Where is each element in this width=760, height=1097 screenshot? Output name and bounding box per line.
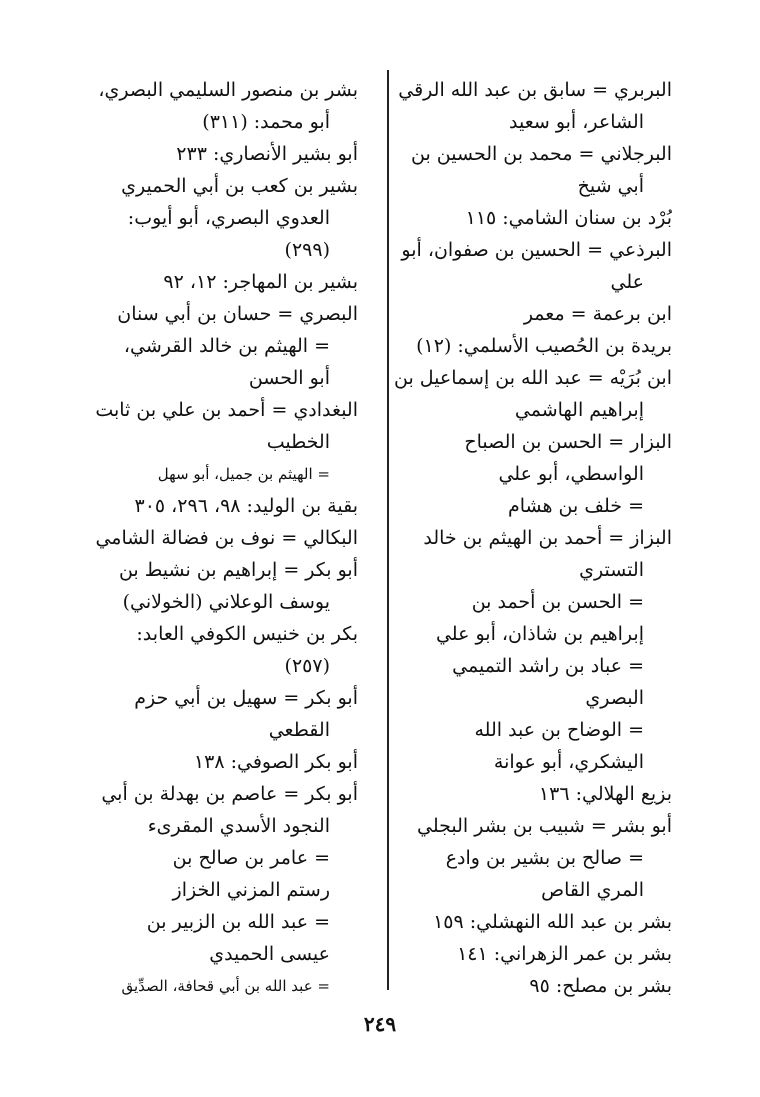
index-entry-line: = عبد الله بن الزبير بن [146,911,330,933]
index-entry-line: يوسف الوعلاني (الخولاني) [122,591,330,613]
index-entry-line: بُرْد بن سنان الشامي: ١١٥ [465,207,672,229]
index-entry-line: بشير بن المهاجر: ١٢، ٩٢ [163,271,358,293]
index-entry-line: أبو بكر = إبراهيم بن نشيط بن [118,559,358,581]
index-entry-line: البصري [585,687,644,709]
index-entry-line: = عامر بن صالح بن [172,847,330,869]
index-entry-line: (٢٥٧) [284,655,330,677]
index-entry-line: = الوضاح بن عبد الله [474,719,644,741]
index-entry-line: البصري = حسان بن أبي سنان [117,303,358,325]
index-entry-line: بكر بن خنيس الكوفي العابد: [136,623,358,645]
index-column-right [387,74,672,1002]
index-entry-line: = عبد الله بن أبي قحافة، الصدِّيق [121,977,330,995]
index-entry-line: البربري = سابق بن عبد الله الرقي [398,79,672,101]
index-entry-line: البكالي = نوف بن فضالة الشامي [95,527,358,549]
index-entry-line: اليشكري، أبو عوانة [493,751,644,773]
index-entry-line: القطعي [268,719,330,741]
index-entry-line: = الهيثم بن جميل، أبو سهل [157,465,330,483]
index-entry-line: أبو بكر الصوفي: ١٣٨ [193,751,358,773]
index-entry-line: البزاز = أحمد بن الهيثم بن خالد [423,527,672,549]
index-entry-line: = عباد بن راشد التميمي [452,655,644,677]
index-entry-line: أبو بكر = عاصم بن بهدلة بن أبي [101,783,358,805]
index-entry-line: المري القاص [541,879,644,901]
index-entry-line: أبو بشير الأنصاري: ٢٣٣ [176,143,358,165]
index-entry-line: = خلف بن هشام [507,495,644,517]
index-entry-line: البرذعي = الحسين بن صفوان، أبو [401,239,672,261]
index-entry-line: علي [610,271,644,293]
index-entry-line: أبي شيخ [577,175,644,197]
index-entry-line: بشير بن كعب بن أبي الحميري [121,175,358,197]
index-entry-line: إبراهيم الهاشمي [514,399,644,421]
index-entry-line: بزيع الهلالي: ١٣٦ [538,783,672,805]
index-entry-line: الواسطي، أبو علي [498,463,644,485]
index-entry-line: رستم المزني الخزاز [172,879,330,901]
index-entry-line: بشر بن عمر الزهراني: ١٤١ [457,943,672,965]
index-entry-line: ابن بُرَيْه = عبد الله بن إسماعيل بن [394,367,672,389]
index-entry-line: البغدادي = أحمد بن علي بن ثابت [95,399,358,421]
index-entry-line: البزار = الحسن بن الصباح [464,431,672,453]
index-column-left [68,74,358,1002]
index-entry-line: بشر بن مصلح: ٩٥ [529,975,672,997]
index-entry-line: ابن برعمة = معمر [523,303,672,325]
index-entry-line: عيسى الحميدي [209,943,330,965]
index-entry-line: الخطيب [266,431,330,453]
index-entry-line: بقية بن الوليد: ٩٨، ٢٩٦، ٣٠٥ [134,495,358,517]
index-entry-line: (٢٩٩) [284,239,330,261]
page-number: ٢٤٩ [363,1012,397,1036]
index-entry-line: أبو محمد: (٣١١) [202,111,330,133]
index-entry-line: أبو الحسن [248,367,330,389]
index-entry-line: = صالح بن بشير بن وادع [445,847,644,869]
index-entry-line: إبراهيم بن شاذان، أبو علي [435,623,644,645]
column-divider [387,70,389,990]
index-entry-line: أبو بكر = سهيل بن أبي حزم [134,687,358,709]
index-entry-line: العدوي البصري، أبو أيوب: [127,207,330,229]
index-entry-line: = الحسن بن أحمد بن [471,591,644,613]
index-entry-line: النجود الأسدي المقرىء [147,815,330,837]
index-entry-line: التستري [579,559,644,581]
index-entry-line: أبو بشر = شبيب بن بشر البجلي [417,815,672,837]
index-entry-line: بريدة بن الحُصيب الأسلمي: (١٢) [416,335,672,357]
index-entry-line: = الهيثم بن خالد القرشي، [123,335,330,357]
index-entry-line: الشاعر، أبو سعيد [508,111,644,133]
index-entry-line: البرجلاني = محمد بن الحسين بن [411,143,672,165]
index-entry-line: بشر بن منصور السليمي البصري، [98,79,358,101]
index-entry-line: بشر بن عبد الله النهشلي: ١٥٩ [433,911,672,933]
